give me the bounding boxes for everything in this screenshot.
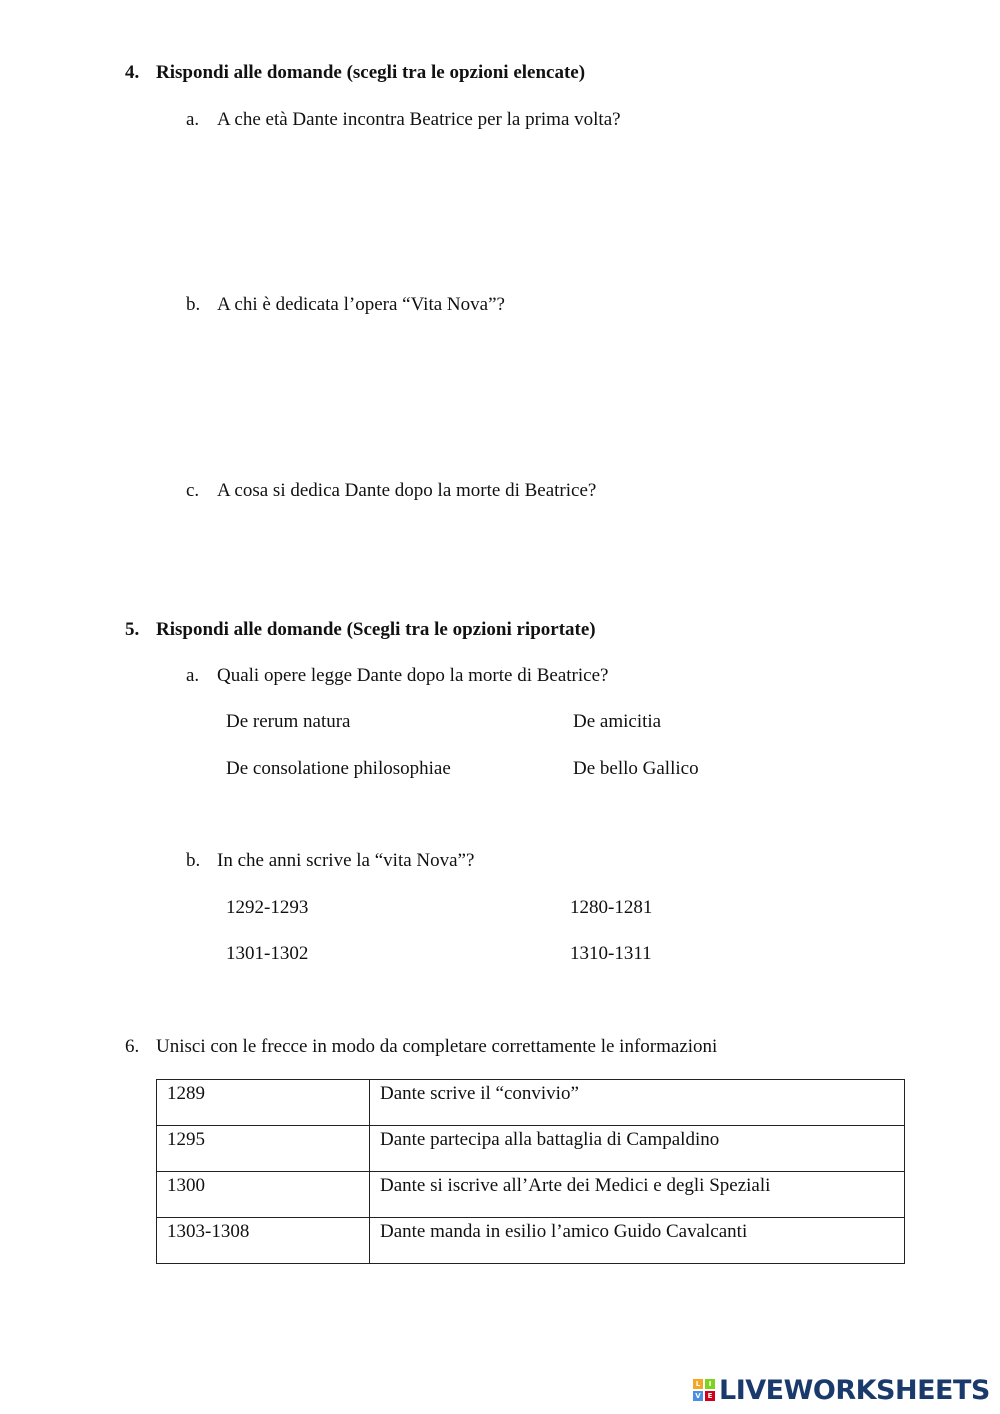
question-5b-letter: b. (186, 850, 201, 871)
question-5a (186, 666, 608, 685)
logo-mark-square: I (705, 1379, 715, 1389)
event-cell[interactable]: Dante partecipa alla battaglia di Campaldino (370, 1126, 905, 1172)
question-5a-text: Quali opere legge Dante dopo la morte di Beatrice? (217, 665, 609, 686)
section-4-number: 4. (125, 62, 140, 83)
year-cell[interactable]: 1295 (157, 1126, 370, 1172)
logo-text: LIVEWORKSHEETS (719, 1374, 990, 1406)
section-6-title: Unisci con le frecce in modo da completare correttamente le informazioni (156, 1036, 718, 1057)
section-4-heading (125, 63, 585, 82)
question-5b (186, 851, 474, 870)
question-4c (186, 481, 596, 500)
section-6-number: 6. (125, 1036, 140, 1057)
question-4c-letter: c. (186, 480, 200, 501)
section-6-heading (125, 1037, 717, 1056)
section-5-number: 5. (125, 619, 140, 640)
section-4-title: Rispondi alle domande (scegli tra le opzioni elencate) (156, 62, 586, 83)
question-4a-text: A che età Dante incontra Beatrice per la prima volta? (217, 109, 621, 130)
option-5a-2[interactable]: De amicitia (573, 711, 662, 732)
option-5a-4[interactable]: De bello Gallico (573, 758, 699, 779)
question-5a-letter: a. (186, 665, 200, 686)
year-cell[interactable]: 1303-1308 (157, 1218, 370, 1264)
year-cell[interactable]: 1289 (157, 1080, 370, 1126)
event-cell[interactable]: Dante manda in esilio l’amico Guido Cavalcanti (370, 1218, 905, 1264)
option-5a-1[interactable]: De rerum natura (226, 711, 351, 732)
table-row (157, 1172, 905, 1218)
question-4b-letter: b. (186, 294, 201, 315)
section-5-heading (125, 620, 596, 639)
year-cell[interactable]: 1300 (157, 1172, 370, 1218)
question-4a (186, 110, 621, 129)
section-5-title: Rispondi alle domande (Scegli tra le opzioni riportate) (156, 619, 596, 640)
question-5b-text: In che anni scrive la “vita Nova”? (217, 850, 475, 871)
option-5b-1[interactable]: 1292-1293 (226, 897, 309, 918)
matching-table (156, 1079, 905, 1264)
liveworksheets-logo (693, 1376, 988, 1404)
logo-mark-square: V (693, 1391, 703, 1401)
option-5b-2[interactable]: 1280-1281 (570, 897, 653, 918)
logo-mark-square: L (693, 1379, 703, 1389)
table-row (157, 1080, 905, 1126)
question-4b (186, 295, 505, 314)
question-4c-text: A cosa si dedica Dante dopo la morte di Beatrice? (217, 480, 597, 501)
table-row (157, 1126, 905, 1172)
event-cell[interactable]: Dante scrive il “convivio” (370, 1080, 905, 1126)
option-5b-3[interactable]: 1301-1302 (226, 943, 309, 964)
logo-mark-square: E (705, 1391, 715, 1401)
question-4a-letter: a. (186, 109, 200, 130)
table-row (157, 1218, 905, 1264)
option-5b-4[interactable]: 1310-1311 (570, 943, 652, 964)
event-cell[interactable]: Dante si iscrive all’Arte dei Medici e degli Speziali (370, 1172, 905, 1218)
option-5a-3[interactable]: De consolatione philosophiae (226, 758, 451, 779)
question-4b-text: A chi è dedicata l’opera “Vita Nova”? (217, 294, 505, 315)
liveworksheets-logo-icon (693, 1379, 715, 1401)
